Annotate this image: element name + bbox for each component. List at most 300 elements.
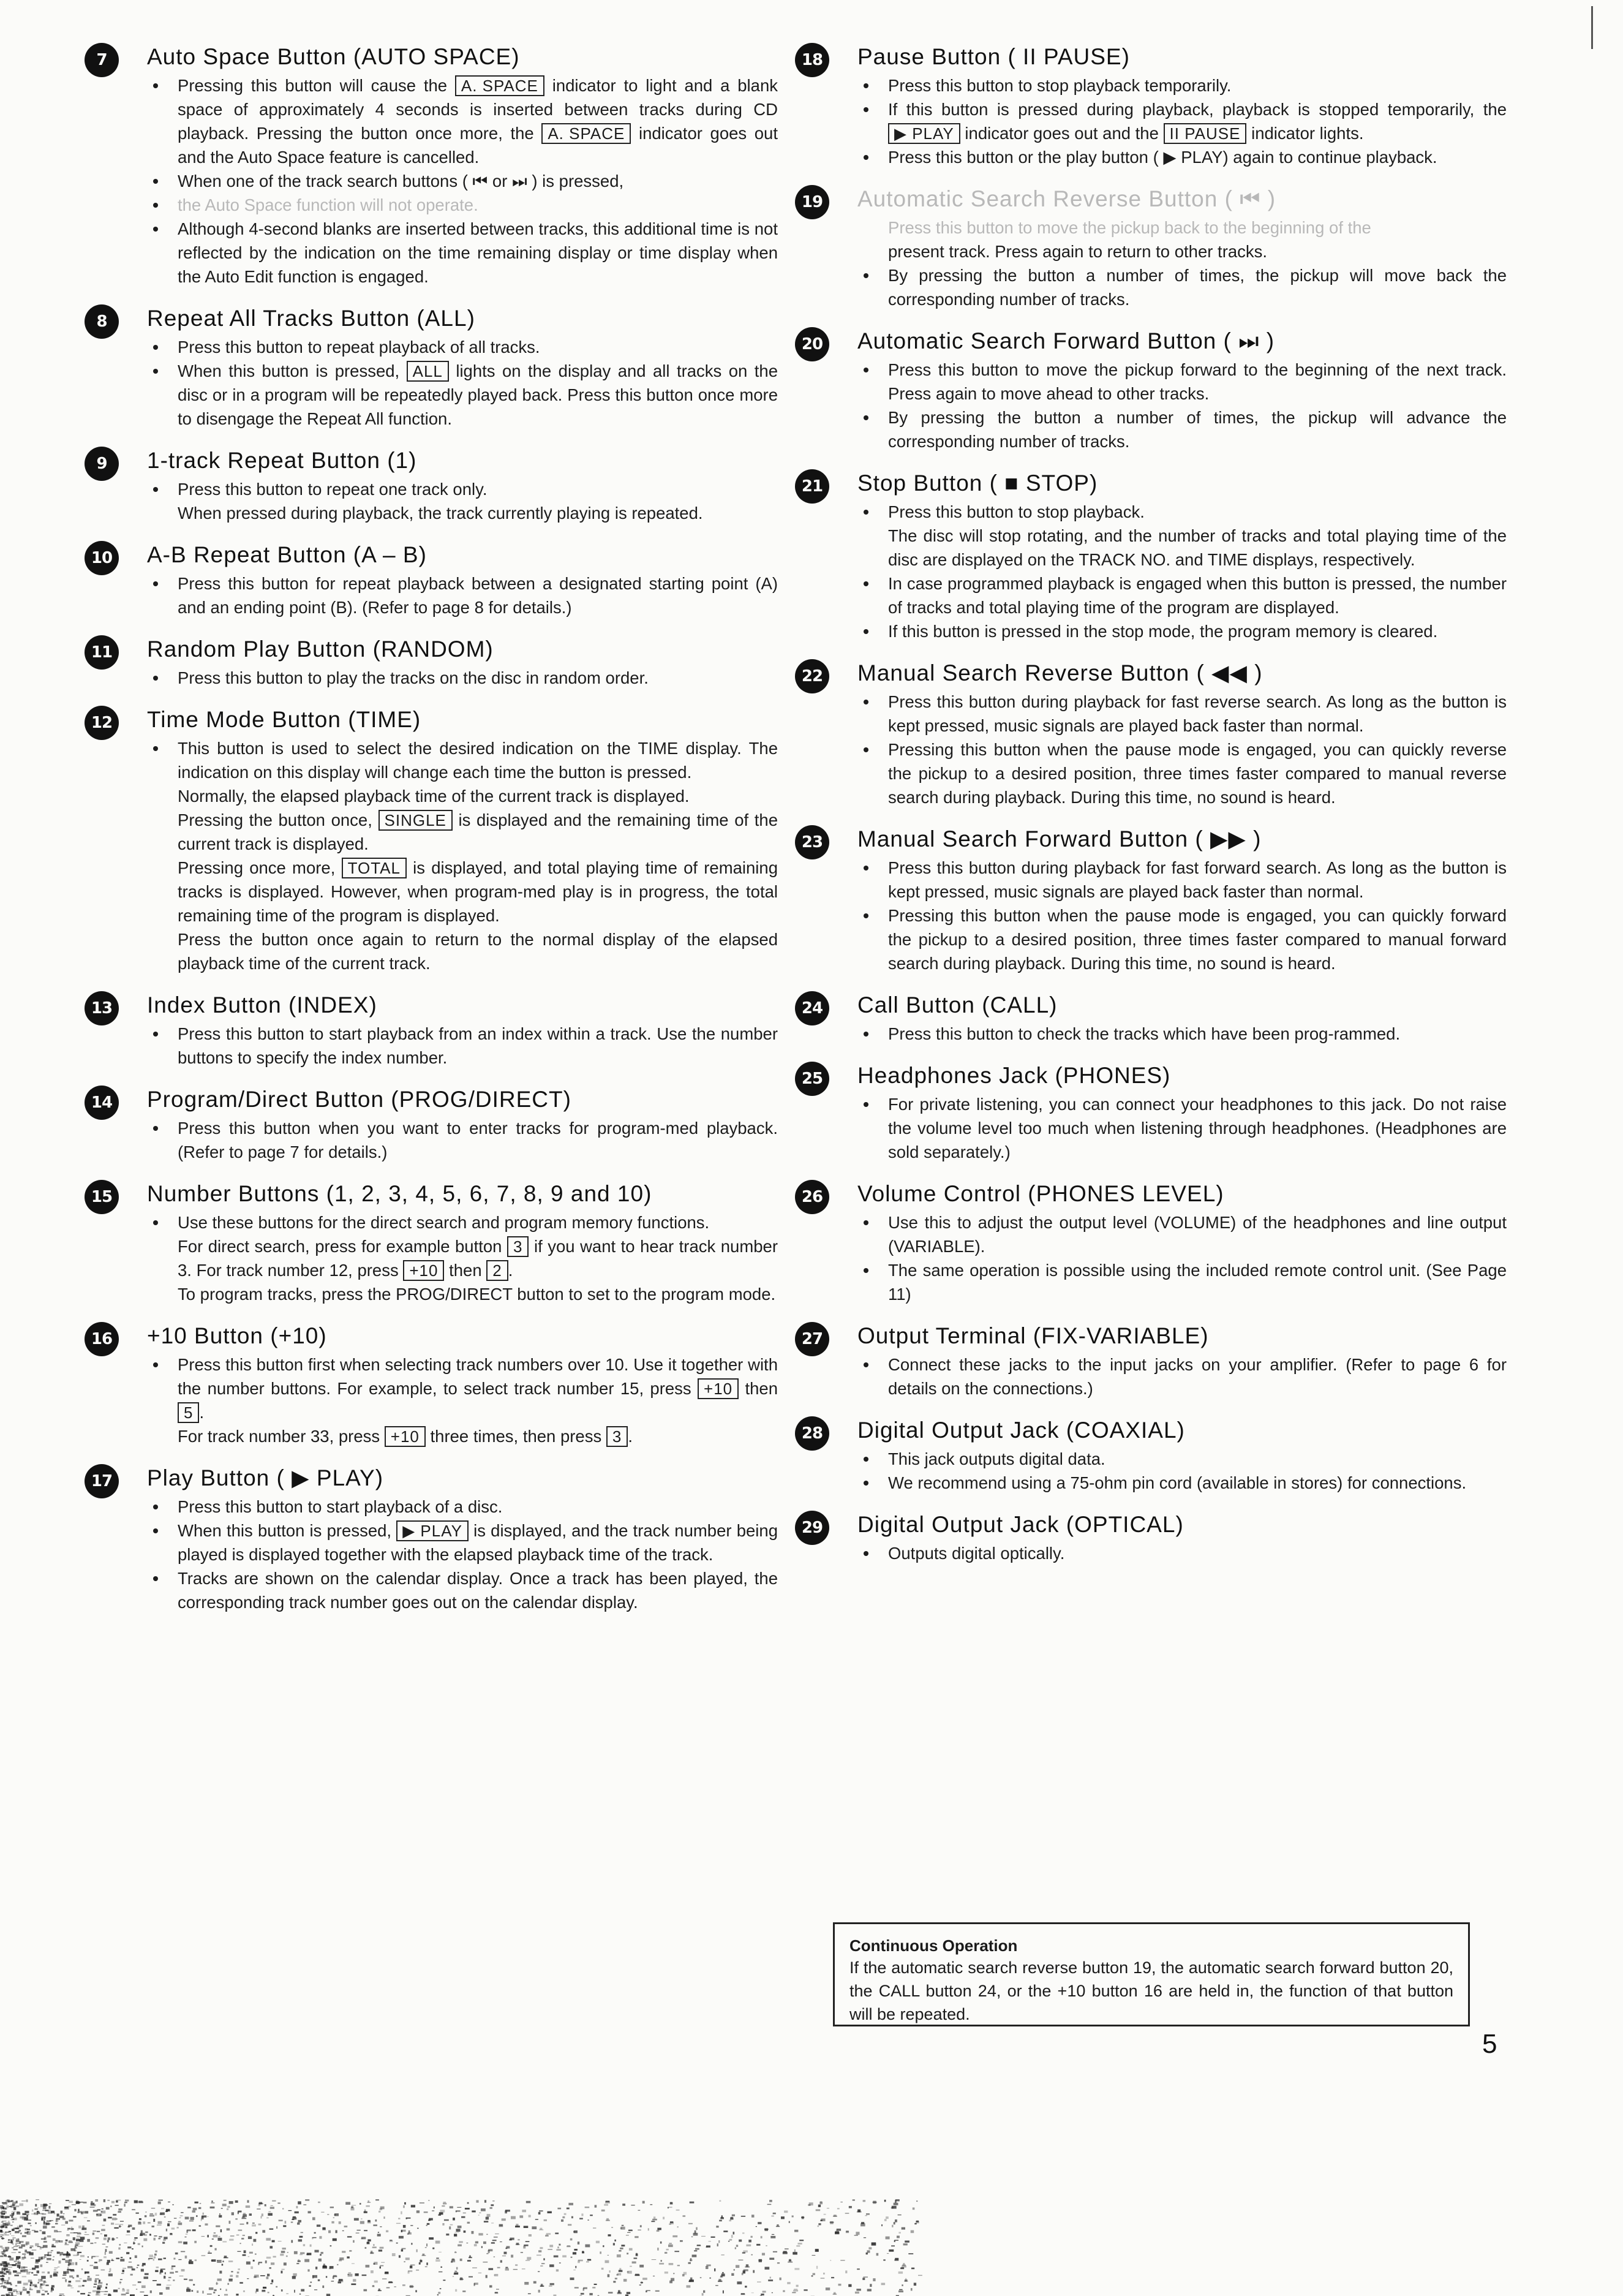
- noise-speck: [581, 2293, 584, 2295]
- noise-speck: [529, 2215, 531, 2218]
- noise-speck: [296, 2206, 298, 2208]
- noise-speck: [366, 2205, 369, 2207]
- noise-speck: [88, 2256, 89, 2257]
- noise-speck: [328, 2230, 331, 2234]
- noise-speck: [548, 2211, 552, 2213]
- noise-speck: [229, 2201, 233, 2204]
- noise-speck: [339, 2279, 343, 2281]
- text-run: indicator goes out and the Auto Space feature is cancelled.: [178, 124, 778, 167]
- noise-speck: [586, 2262, 589, 2263]
- noise-speck: [559, 2244, 560, 2246]
- noise-speck: [440, 2267, 442, 2268]
- noise-speck: [333, 2238, 337, 2241]
- noise-speck: [405, 2257, 410, 2260]
- noise-speck: [159, 2292, 163, 2295]
- noise-speck: [85, 2234, 89, 2235]
- noise-speck: [166, 2287, 170, 2290]
- noise-speck: [383, 2216, 385, 2219]
- noise-speck: [353, 2240, 355, 2243]
- noise-speck: [294, 2290, 295, 2293]
- noise-speck: [757, 2281, 761, 2282]
- noise-speck: [371, 2251, 372, 2253]
- noise-speck: [126, 2252, 129, 2254]
- noise-speck: [857, 2211, 862, 2213]
- section-title: Automatic Search Forward Button ( ⏭ ): [857, 328, 1275, 353]
- section-28: [796, 1416, 1507, 1495]
- noise-speck: [525, 2241, 530, 2242]
- noise-speck: [285, 2221, 287, 2224]
- noise-speck: [742, 2273, 744, 2275]
- noise-speck: [99, 2261, 100, 2262]
- indicator-box: +10: [403, 1260, 444, 1281]
- noise-speck: [863, 2200, 866, 2202]
- noise-speck: [7, 2280, 9, 2283]
- noise-speck: [751, 2254, 753, 2256]
- noise-speck: [521, 2252, 523, 2253]
- noise-speck: [92, 2290, 96, 2292]
- noise-speck: [49, 2203, 51, 2204]
- noise-speck: [736, 2245, 738, 2246]
- noise-speck: [857, 2268, 860, 2270]
- noise-speck: [248, 2256, 250, 2257]
- noise-speck: [301, 2232, 303, 2234]
- noise-speck: [106, 2207, 110, 2210]
- noise-speck: [120, 2279, 122, 2280]
- noise-speck: [85, 2271, 86, 2274]
- noise-speck: [167, 2285, 171, 2286]
- noise-speck: [768, 2279, 773, 2281]
- noise-speck: [592, 2287, 595, 2289]
- noise-speck: [276, 2226, 277, 2229]
- noise-speck: [165, 2272, 166, 2274]
- noise-speck: [427, 2223, 430, 2225]
- noise-speck: [44, 2218, 45, 2221]
- noise-speck: [97, 2231, 100, 2232]
- noise-speck: [104, 2238, 107, 2240]
- section-title: Manual Search Reverse Button ( ◀◀ ): [857, 660, 1263, 685]
- noise-speck: [798, 2243, 802, 2245]
- noise-speck: [639, 2265, 644, 2268]
- noise-speck: [462, 2290, 465, 2292]
- noise-speck: [104, 2219, 107, 2222]
- noise-speck: [24, 2269, 28, 2272]
- bullet-list: [857, 1447, 1507, 1495]
- noise-speck: [571, 2216, 573, 2219]
- noise-speck: [212, 2238, 214, 2240]
- noise-speck: [167, 2223, 170, 2226]
- noise-speck: [286, 2256, 288, 2257]
- noise-speck: [149, 2215, 154, 2216]
- noise-speck: [168, 2279, 170, 2281]
- noise-speck: [62, 2278, 66, 2279]
- noise-speck: [91, 2203, 94, 2206]
- noise-speck: [154, 2238, 156, 2240]
- noise-speck: [454, 2272, 458, 2275]
- noise-speck: [132, 2284, 136, 2286]
- indicator-box: ▶ PLAY: [888, 123, 960, 144]
- noise-speck: [94, 2242, 96, 2243]
- noise-speck: [157, 2284, 161, 2286]
- noise-speck: [31, 2258, 34, 2259]
- noise-speck: [2, 2275, 4, 2276]
- noise-speck: [43, 2245, 48, 2248]
- text-run: Tracks are shown on the calendar display. Once a track has been played, the corresponding track number goes out on the calendar display.: [178, 1569, 778, 1612]
- noise-speck: [222, 2264, 224, 2266]
- noise-speck: [97, 2286, 99, 2287]
- noise-speck: [833, 2294, 837, 2295]
- noise-speck: [794, 2230, 798, 2232]
- noise-speck: [237, 2251, 241, 2252]
- noise-speck: [16, 2256, 20, 2259]
- noise-speck: [322, 2286, 324, 2288]
- text-run: Press this button for repeat playback between a designated starting point (A) and an ending point (B). (Refer to page 8 for details.): [178, 574, 778, 617]
- noise-speck: [665, 2271, 668, 2273]
- noise-speck: [284, 2262, 287, 2265]
- noise-speck: [247, 2278, 249, 2279]
- noise-speck: [1, 2236, 2, 2237]
- noise-speck: [69, 2259, 72, 2262]
- noise-speck: [642, 2278, 647, 2280]
- bullet-list: [857, 1353, 1507, 1400]
- noise-speck: [668, 2207, 672, 2208]
- noise-speck: [792, 2216, 794, 2218]
- section-24: [796, 991, 1507, 1046]
- noise-speck: [751, 2215, 755, 2218]
- text-run: For private listening, you can connect your headphones to this jack. Do not raise the volume level too much when listening through headphones. (Headphones are sold separately.): [888, 1095, 1507, 1161]
- noise-speck: [57, 2231, 62, 2232]
- noise-speck: [687, 2285, 691, 2287]
- noise-speck: [18, 2238, 19, 2240]
- noise-speck: [428, 2219, 431, 2221]
- noise-speck: [63, 2271, 66, 2275]
- bullet-list: [147, 477, 778, 525]
- noise-speck: [211, 2200, 213, 2202]
- noise-speck: [911, 2268, 914, 2270]
- noise-speck: [87, 2221, 90, 2222]
- noise-speck: [720, 2276, 723, 2278]
- noise-speck: [758, 2260, 763, 2261]
- noise-speck: [718, 2281, 722, 2282]
- noise-speck: [247, 2200, 249, 2203]
- text-run: Connect these jacks to the input jacks on your amplifier. (Refer to page 6 for details on the connections.): [888, 1355, 1507, 1398]
- bullet-item: [147, 335, 778, 359]
- noise-speck: [225, 2289, 227, 2292]
- indicator-box: +10: [698, 1378, 739, 1399]
- noise-speck: [154, 2254, 157, 2256]
- text-run: Pressing this button when the pause mode is engaged, you can quickly forward the pickup to a desired position, three times faster compared to manual forward search during playback. During this time, no sound is heard.: [888, 906, 1507, 973]
- noise-speck: [688, 2281, 691, 2282]
- noise-speck: [80, 2237, 85, 2240]
- noise-speck: [262, 2213, 263, 2216]
- noise-speck: [85, 2232, 86, 2233]
- noise-speck: [178, 2221, 181, 2222]
- noise-speck: [258, 2224, 262, 2226]
- text-run: When this button is pressed,: [178, 1521, 397, 1540]
- text-run: When pressed during playback, the track currently playing is repeated.: [178, 504, 703, 523]
- noise-speck: [469, 2276, 473, 2278]
- noise-speck: [34, 2214, 36, 2215]
- noise-speck: [873, 2278, 875, 2281]
- noise-speck: [386, 2230, 388, 2232]
- noise-speck: [122, 2268, 126, 2269]
- noise-speck: [298, 2239, 303, 2241]
- noise-speck: [411, 2243, 412, 2245]
- text-run: In case programmed playback is engaged when this button is pressed, the number of tracks and total playing time of the program are displayed.: [888, 574, 1507, 617]
- noise-speck: [158, 2238, 160, 2240]
- noise-speck: [545, 2235, 549, 2237]
- noise-speck: [53, 2259, 55, 2260]
- noise-speck: [460, 2259, 462, 2261]
- noise-speck: [4, 2272, 6, 2275]
- noise-speck: [352, 2263, 355, 2264]
- bullet-list: [857, 1541, 1507, 1565]
- noise-speck: [282, 2269, 285, 2270]
- noise-speck: [449, 2226, 451, 2229]
- noise-speck: [10, 2284, 12, 2286]
- noise-speck: [208, 2253, 212, 2254]
- noise-speck: [404, 2202, 406, 2205]
- noise-speck: [690, 2259, 693, 2261]
- bullet-item: [857, 1210, 1507, 1258]
- noise-speck: [615, 2278, 617, 2279]
- noise-speck: [902, 2227, 905, 2230]
- noise-speck: [299, 2236, 303, 2238]
- section-title: Call Button (CALL): [857, 992, 1058, 1018]
- noise-speck: [26, 2218, 28, 2221]
- noise-speck: [235, 2218, 238, 2219]
- noise-speck: [100, 2291, 105, 2292]
- noise-speck: [20, 2232, 21, 2234]
- noise-speck: [152, 2226, 154, 2227]
- bullet-list: [147, 1210, 778, 1306]
- noise-speck: [127, 2246, 131, 2248]
- noise-speck: [272, 2200, 276, 2202]
- noise-speck: [34, 2286, 37, 2287]
- noise-speck: [595, 2205, 597, 2207]
- noise-speck: [523, 2246, 525, 2248]
- left-column: [86, 43, 778, 1630]
- noise-speck: [106, 2246, 108, 2247]
- noise-speck: [539, 2229, 543, 2230]
- noise-speck: [605, 2202, 610, 2204]
- noise-speck: [583, 2287, 587, 2289]
- noise-speck: [207, 2235, 209, 2237]
- noise-speck: [110, 2268, 111, 2271]
- noise-speck: [227, 2206, 230, 2208]
- noise-speck: [87, 2239, 90, 2242]
- noise-speck: [96, 2256, 99, 2257]
- noise-speck: [312, 2275, 314, 2278]
- noise-speck: [813, 2273, 815, 2275]
- noise-speck: [619, 2268, 621, 2271]
- noise-speck: [863, 2276, 868, 2278]
- noise-speck: [66, 2234, 69, 2237]
- item-number-badge: 22: [795, 659, 829, 693]
- noise-speck: [4, 2282, 6, 2283]
- noise-speck: [43, 2282, 47, 2283]
- bullet-list: [147, 1022, 778, 1070]
- noise-speck: [149, 2255, 154, 2258]
- noise-speck: [43, 2207, 47, 2210]
- noise-speck: [410, 2264, 415, 2265]
- noise-speck: [837, 2208, 840, 2209]
- noise-speck: [18, 2230, 21, 2232]
- noise-speck: [744, 2269, 748, 2271]
- noise-speck: [706, 2247, 707, 2248]
- noise-speck: [739, 2240, 742, 2242]
- noise-speck: [556, 2249, 560, 2251]
- noise-speck: [12, 2211, 16, 2212]
- text-run: Pressing this button when the pause mode is engaged, you can quickly reverse the pickup to a desired position, three times faster compared to manual reverse search during playback. During this time, no sound is heard.: [888, 740, 1507, 807]
- noise-speck: [155, 2213, 157, 2216]
- text-run: if you want to hear track number 3. For track number 12, press: [178, 1237, 778, 1280]
- noise-speck: [299, 2294, 301, 2295]
- noise-speck: [682, 2274, 685, 2276]
- item-number-badge: 14: [85, 1086, 119, 1120]
- noise-speck: [330, 2207, 334, 2208]
- noise-speck: [905, 2241, 909, 2243]
- noise-speck: [476, 2200, 478, 2203]
- noise-speck: [37, 2211, 40, 2213]
- noise-speck: [65, 2279, 66, 2283]
- noise-speck: [249, 2252, 253, 2254]
- noise-speck: [484, 2200, 486, 2202]
- noise-speck: [364, 2230, 367, 2231]
- noise-speck: [868, 2247, 872, 2249]
- noise-speck: [250, 2267, 253, 2269]
- noise-speck: [559, 2262, 561, 2264]
- noise-speck: [372, 2286, 375, 2287]
- text-run: We recommend using a 75-ohm pin cord (available in stores) for connections.: [888, 1473, 1467, 1492]
- noise-speck: [714, 2268, 715, 2271]
- noise-speck: [276, 2286, 277, 2287]
- noise-speck: [812, 2255, 816, 2256]
- noise-speck: [756, 2226, 757, 2227]
- noise-speck: [796, 2285, 799, 2287]
- noise-speck: [347, 2274, 348, 2275]
- noise-speck: [266, 2257, 271, 2259]
- noise-speck: [121, 2257, 122, 2258]
- noise-speck: [456, 2210, 461, 2211]
- noise-speck: [320, 2254, 322, 2256]
- noise-speck: [459, 2241, 463, 2243]
- noise-speck: [32, 2249, 37, 2251]
- continuous-operation-note: [833, 1922, 1470, 2026]
- noise-speck: [70, 2232, 74, 2233]
- noise-speck: [792, 2292, 796, 2294]
- noise-speck: [373, 2244, 374, 2246]
- noise-speck: [348, 2272, 352, 2273]
- bullet-list: [147, 736, 778, 975]
- noise-speck: [347, 2256, 349, 2258]
- noise-speck: [399, 2236, 404, 2238]
- noise-speck: [549, 2264, 554, 2267]
- noise-speck: [42, 2232, 46, 2235]
- noise-speck: [224, 2294, 228, 2296]
- noise-speck: [109, 2271, 111, 2272]
- noise-speck: [745, 2286, 747, 2287]
- text-run: Press this button to stop playback temporarily.: [888, 76, 1232, 95]
- noise-speck: [524, 2226, 529, 2229]
- noise-speck: [28, 2222, 31, 2224]
- noise-speck: [104, 2199, 105, 2202]
- noise-speck: [26, 2200, 28, 2202]
- noise-speck: [451, 2261, 453, 2263]
- section-title: Stop Button ( ■ STOP): [857, 470, 1098, 496]
- noise-speck: [238, 2230, 243, 2231]
- noise-speck: [622, 2203, 625, 2206]
- noise-speck: [898, 2271, 903, 2274]
- noise-speck: [69, 2220, 73, 2222]
- noise-speck: [443, 2203, 446, 2205]
- noise-speck: [160, 2213, 165, 2215]
- noise-speck: [185, 2256, 187, 2259]
- noise-speck: [887, 2253, 889, 2254]
- noise-speck: [105, 2287, 107, 2289]
- noise-speck: [107, 2260, 110, 2263]
- noise-speck: [104, 2235, 107, 2237]
- noise-speck: [75, 2242, 80, 2245]
- noise-speck: [163, 2239, 166, 2241]
- noise-speck: [145, 2234, 147, 2236]
- noise-speck: [300, 2253, 304, 2254]
- noise-speck: [96, 2237, 99, 2239]
- noise-speck: [571, 2257, 573, 2258]
- noise-speck: [4, 2254, 6, 2256]
- noise-speck: [119, 2226, 121, 2228]
- noise-speck: [4, 2213, 5, 2214]
- noise-speck: [671, 2278, 674, 2281]
- noise-speck: [401, 2249, 403, 2252]
- section-14: [86, 1086, 778, 1164]
- noise-speck: [746, 2245, 751, 2246]
- noise-speck: [690, 2278, 693, 2281]
- noise-speck: [76, 2202, 81, 2203]
- noise-speck: [0, 2256, 4, 2257]
- noise-speck: [102, 2244, 105, 2245]
- bullet-item: [857, 572, 1507, 619]
- noise-speck: [432, 2248, 434, 2249]
- noise-speck: [24, 2211, 29, 2213]
- noise-speck: [187, 2207, 190, 2208]
- noise-speck: [269, 2246, 273, 2248]
- noise-speck: [93, 2210, 98, 2211]
- noise-speck: [719, 2220, 722, 2222]
- noise-speck: [236, 2275, 238, 2278]
- item-number-badge: 16: [85, 1322, 119, 1356]
- noise-speck: [876, 2253, 879, 2256]
- noise-speck: [1, 2227, 3, 2229]
- noise-speck: [192, 2229, 196, 2231]
- noise-speck: [845, 2270, 847, 2273]
- noise-speck: [23, 2267, 28, 2268]
- noise-speck: [819, 2202, 823, 2204]
- noise-speck: [51, 2226, 55, 2228]
- noise-speck: [244, 2250, 246, 2253]
- noise-speck: [202, 2290, 204, 2294]
- noise-speck: [101, 2229, 105, 2231]
- noise-speck: [69, 2281, 72, 2283]
- noise-speck: [22, 2217, 27, 2220]
- noise-speck: [80, 2255, 85, 2257]
- noise-speck: [172, 2204, 173, 2205]
- noise-speck: [463, 2213, 466, 2214]
- bullet-item: [147, 1353, 778, 1448]
- noise-speck: [892, 2225, 893, 2227]
- section-title: Random Play Button (RANDOM): [147, 636, 494, 662]
- noise-speck: [122, 2270, 124, 2272]
- noise-speck: [228, 2260, 233, 2262]
